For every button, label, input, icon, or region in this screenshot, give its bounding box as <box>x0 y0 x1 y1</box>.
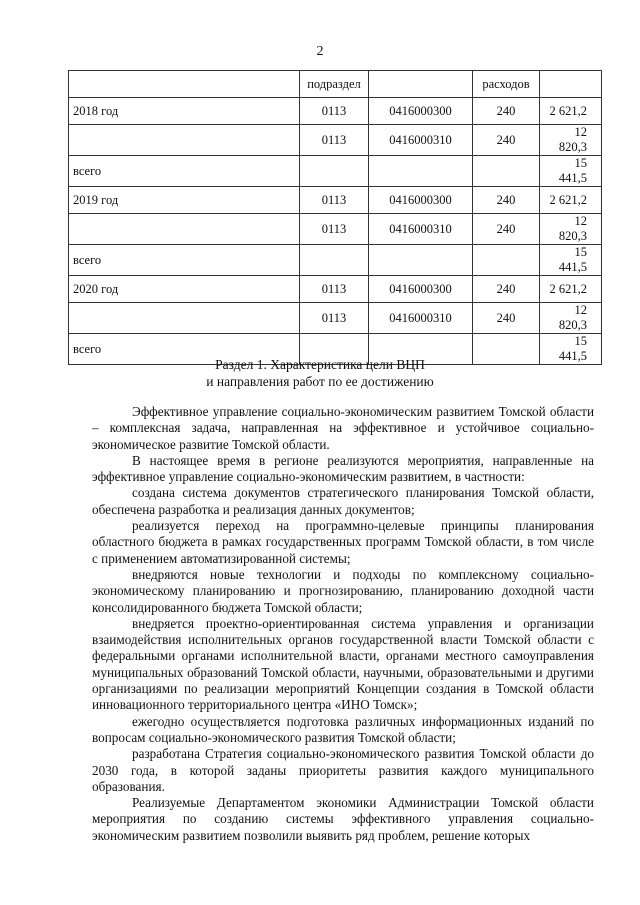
table-row <box>69 276 602 303</box>
paragraph: Реализуемые Департаментом экономики Администрации Томской области мероприятия по созданию системы эффективного управления социально-экономическим развитием позволили выявить ряд проблем, решение которых <box>92 795 594 843</box>
table-row <box>69 187 602 214</box>
header-cell-section: подраздел <box>300 71 369 98</box>
table-row <box>69 156 602 187</box>
page-number: 2 <box>316 44 324 59</box>
cell-year-label: всего <box>69 245 300 276</box>
cell-subsection <box>300 245 369 276</box>
cell-target-code: 0416000310 <box>369 303 473 334</box>
cell-target-code <box>369 245 473 276</box>
cell-expense-type <box>473 245 540 276</box>
paragraph: внедряется проектно-ориентированная система управления и организации взаимодействия исполнительных органов государственной власти Томской области с федеральными органами исполнительной власти, органами местного самоуправления муниципальных образований Томской области, научными, образовательными и другими организациями по реализации мероприятий Концепции создания в Томской области инновационного территориального центра «ИНО Томск»; <box>92 615 594 713</box>
cell-year-label <box>69 125 300 156</box>
table-row <box>69 214 602 245</box>
cell-expense-type: 240 <box>473 125 540 156</box>
paragraph: создана система документов стратегического планирования Томской области, обеспечена разработка и реализация данных документов; <box>92 485 594 517</box>
cell-year-label: 2019 год <box>69 187 300 214</box>
cell-subsection: 0113 <box>300 187 369 214</box>
body-text <box>92 404 594 844</box>
table-row <box>69 125 602 156</box>
cell-target-code: 0416000300 <box>369 98 473 125</box>
cell-subsection: 0113 <box>300 276 369 303</box>
cell-subsection <box>300 156 369 187</box>
section-title-line-1: Раздел 1. Характеристика цели ВЦП <box>215 357 425 372</box>
header-cell-csr <box>369 71 473 98</box>
cell-amount: 2 621,2 <box>540 98 602 125</box>
paragraph: реализуется переход на программно-целевые принципы планирования областного бюджета в рамках государственных программ Томской области, в том числе с применением автоматизированной системы; <box>92 518 594 566</box>
cell-amount: 12 820,3 <box>540 214 602 245</box>
paragraph: ежегодно осуществляется подготовка различных информационных изданий по вопросам социально-экономического развития Томской области; <box>92 713 594 745</box>
cell-target-code: 0416000310 <box>369 125 473 156</box>
cell-amount: 12 820,3 <box>540 303 602 334</box>
cell-expense-type: 240 <box>473 98 540 125</box>
cell-amount: 15 441,5 <box>540 245 602 276</box>
cell-target-code <box>369 156 473 187</box>
table-row <box>69 245 602 276</box>
cell-subsection: 0113 <box>300 214 369 245</box>
cell-amount: 12 820,3 <box>540 125 602 156</box>
table-header-row <box>69 71 602 98</box>
cell-target-code: 0416000310 <box>369 214 473 245</box>
paragraph: Эффективное управление социально-экономическим развитием Томской области – комплексная задача, направленная на эффективное и устойчивое социально-экономическое развитие Томской области. <box>92 404 594 452</box>
cell-expense-type: 240 <box>473 276 540 303</box>
header-cell-sum <box>540 71 602 98</box>
cell-subsection: 0113 <box>300 125 369 156</box>
paragraph: разработана Стратегия социально-экономического развития Томской области до 2030 года, в которой заданы приоритеты развития каждого муниципального образования. <box>92 746 594 794</box>
section-title-line-2: и направления работ по ее достижению <box>206 374 434 389</box>
cell-subsection: 0113 <box>300 98 369 125</box>
cell-year-label <box>69 214 300 245</box>
section-title <box>0 356 640 390</box>
cell-year-label: 2020 год <box>69 276 300 303</box>
cell-subsection: 0113 <box>300 303 369 334</box>
paragraph: В настоящее время в регионе реализуются мероприятия, направленные на эффективное управление социально-экономическим развитием, в частности: <box>92 452 594 485</box>
cell-amount: 2 621,2 <box>540 276 602 303</box>
cell-year-label <box>69 303 300 334</box>
cell-year-label: всего <box>69 156 300 187</box>
header-cell-expense: расходов <box>473 71 540 98</box>
paragraph: внедряются новые технологии и подходы по комплексному социально-экономическому планированию и прогнозированию, планированию доходной части консолидированного бюджета Томской области; <box>92 566 594 615</box>
cell-target-code: 0416000300 <box>369 187 473 214</box>
cell-year-label: 2018 год <box>69 98 300 125</box>
budget-table <box>68 70 602 365</box>
cell-amount: 2 621,2 <box>540 187 602 214</box>
cell-expense-type: 240 <box>473 303 540 334</box>
cell-expense-type <box>473 156 540 187</box>
cell-target-code: 0416000300 <box>369 276 473 303</box>
table-row <box>69 303 602 334</box>
table-row <box>69 98 602 125</box>
header-cell-label <box>69 71 300 98</box>
cell-amount: 15 441,5 <box>540 156 602 187</box>
cell-expense-type: 240 <box>473 214 540 245</box>
cell-year-label: всего <box>69 334 300 365</box>
cell-amount: 15 441,5 <box>540 334 602 365</box>
cell-expense-type: 240 <box>473 187 540 214</box>
